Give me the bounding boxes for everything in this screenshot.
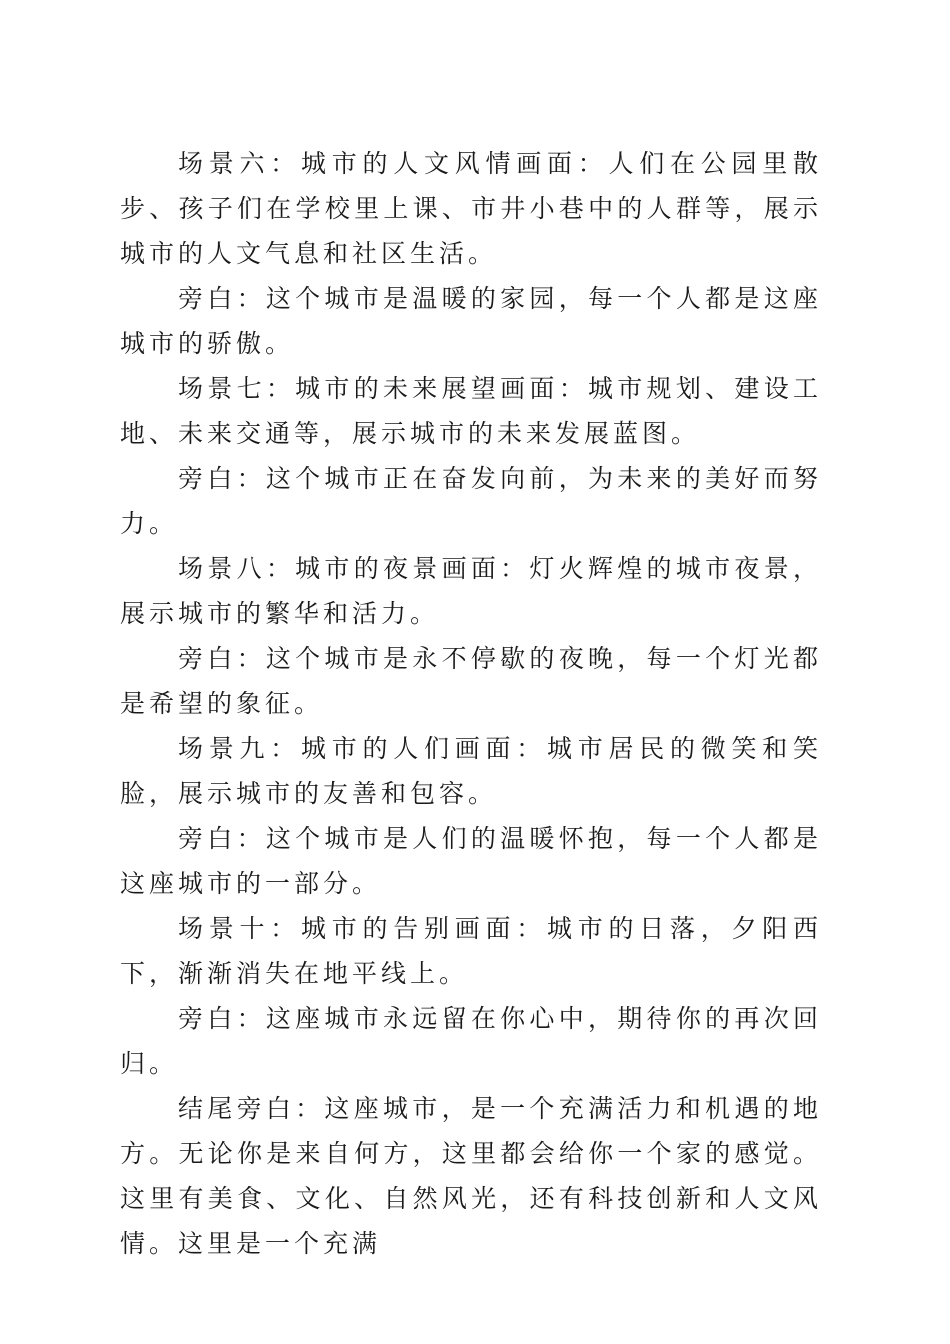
paragraph-scene-ten: 场景十：城市的告别画面：城市的日落，夕阳西下，渐渐消失在地平线上。 (120, 914, 822, 988)
paragraph-narration-4: 旁白：这个城市是人们的温暖怀抱，每一个人都是这座城市的一部分。 (120, 824, 822, 898)
paragraph-narration-2: 旁白：这个城市正在奋发向前，为未来的美好而努力。 (120, 464, 822, 538)
paragraph-scene-eight: 场景八：城市的夜景画面：灯火辉煌的城市夜景，展示城市的繁华和活力。 (120, 554, 822, 628)
paragraph-narration-5: 旁白：这座城市永远留在你心中，期待你的再次回归。 (120, 1004, 822, 1078)
paragraph-narration-1: 旁白：这个城市是温暖的家园，每一个人都是这座城市的骄傲。 (120, 284, 822, 358)
document-body (120, 141, 822, 1266)
paragraph-scene-nine: 场景九：城市的人们画面：城市居民的微笑和笑脸，展示城市的友善和包容。 (120, 734, 822, 808)
paragraph-scene-seven: 场景七：城市的未来展望画面：城市规划、建设工地、未来交通等，展示城市的未来发展蓝图。 (120, 374, 822, 448)
paragraph-narration-3: 旁白：这个城市是永不停歇的夜晚，每一个灯光都是希望的象征。 (120, 644, 822, 718)
paragraph-closing-narration: 结尾旁白：这座城市，是一个充满活力和机遇的地方。无论你是来自何方，这里都会给你一个家的感觉。这里有美食、文化、自然风光，还有科技创新和人文风情。这里是一个充满 (120, 1094, 822, 1258)
paragraph-scene-six: 场景六：城市的人文风情画面：人们在公园里散步、孩子们在学校里上课、市井小巷中的人群等，展示城市的人文气息和社区生活。 (120, 149, 822, 268)
